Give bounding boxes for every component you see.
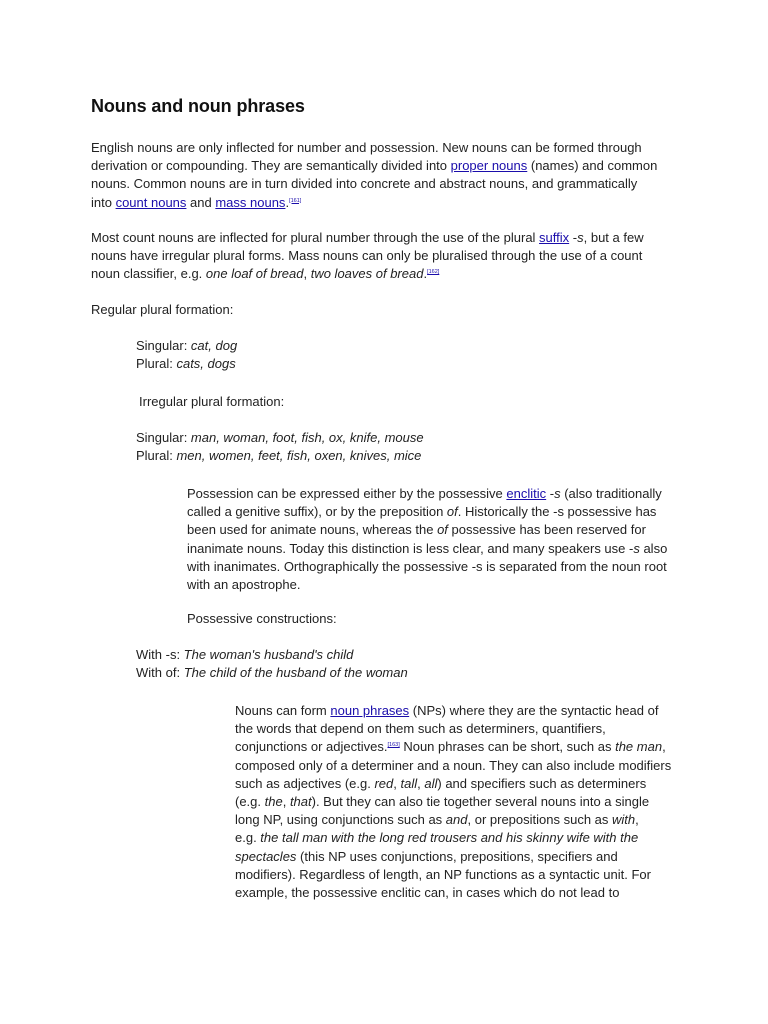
citation-161[interactable]: [161] (289, 197, 302, 204)
example-one-loaf: one loaf of bread (205, 266, 304, 282)
link-noun-phrases[interactable]: noun phrases (330, 703, 410, 718)
paragraph-nouns-intro: English nouns are only inflected for number and possession. New nouns can be formed through derivation or compounding. They are semantically divided into proper nouns (names) and common nouns. Common nouns are in turn divided into concrete and abstract nouns, and grammatically into count nouns and mass nouns.[161] (91, 140, 658, 210)
irregular-plural-heading: Irregular plural formation: (139, 394, 285, 409)
citation-163[interactable]: [163] (387, 742, 400, 749)
link-enclitic[interactable]: enclitic (506, 486, 547, 501)
paragraph-plural: Most count nouns are inflected for plural number through the use of the plural suffix -s, but a few nouns have irregular plural forms. Mass nouns can only be pluralised through the use of a count noun classifier, e.g. one loaf of bread, two loaves of bread.[162] (91, 230, 644, 282)
possessive-heading: Possessive constructions: (187, 611, 337, 626)
link-suffix[interactable]: suffix (539, 230, 570, 245)
regular-plural-list: Singular: cat, dog Plural: cats, dogs (136, 338, 238, 372)
regular-plural-heading: Regular plural formation: (91, 302, 234, 317)
paragraph-possession: Possession can be expressed either by the possessive enclitic -s (also traditionally called a genitive suffix), or by the preposition of. Historically the -s possessive has been used for animate nouns, whereas the of possessive has been reserved for inanimate nouns. Today this distinction is less clear, and many speakers use -s also with inanimates. Orthographically the possessive -s is separated from the noun root with an apostrophe. (187, 486, 668, 593)
possessive-list: With -s: The woman's husband's child With of: The child of the husband of the woman (136, 647, 408, 681)
section-title: Nouns and noun phrases (91, 96, 305, 116)
example-two-loaves: two loaves of bread (310, 266, 424, 282)
link-mass-nouns[interactable]: mass nouns (215, 194, 286, 210)
citation-162[interactable]: [162] (427, 269, 440, 276)
link-count-nouns[interactable]: count nouns (115, 194, 187, 210)
irregular-plural-list: Singular: man, woman, foot, fish, ox, knife, mouse Plural: men, women, feet, fish, oxen, knives, mice (136, 430, 424, 464)
link-proper-nouns[interactable]: proper nouns (450, 158, 528, 174)
paragraph-noun-phrases: Nouns can form noun phrases (NPs) where they are the syntactic head of the words that depend on them such as determiners, quantifiers, conjunctions or adjectives.[163] Noun phrases can be short, such as the man, composed only of a determiner and a noun. They can also include modifiers such as adjectives (e.g. red, tall, all) and specifiers such as determiners (e.g. the, that). But they can also tie together several nouns into a single long NP, using conjunctions such as and, or prepositions such as with, e.g. the tall man with the long red trousers and his skinny wife with the spectacles (this NP uses conjunctions, prepositions, specifiers and modifiers). Regardless of length, an NP functions as a syntactic unit. For example, the possessive enclitic can, in cases which do not lead to (235, 703, 672, 901)
